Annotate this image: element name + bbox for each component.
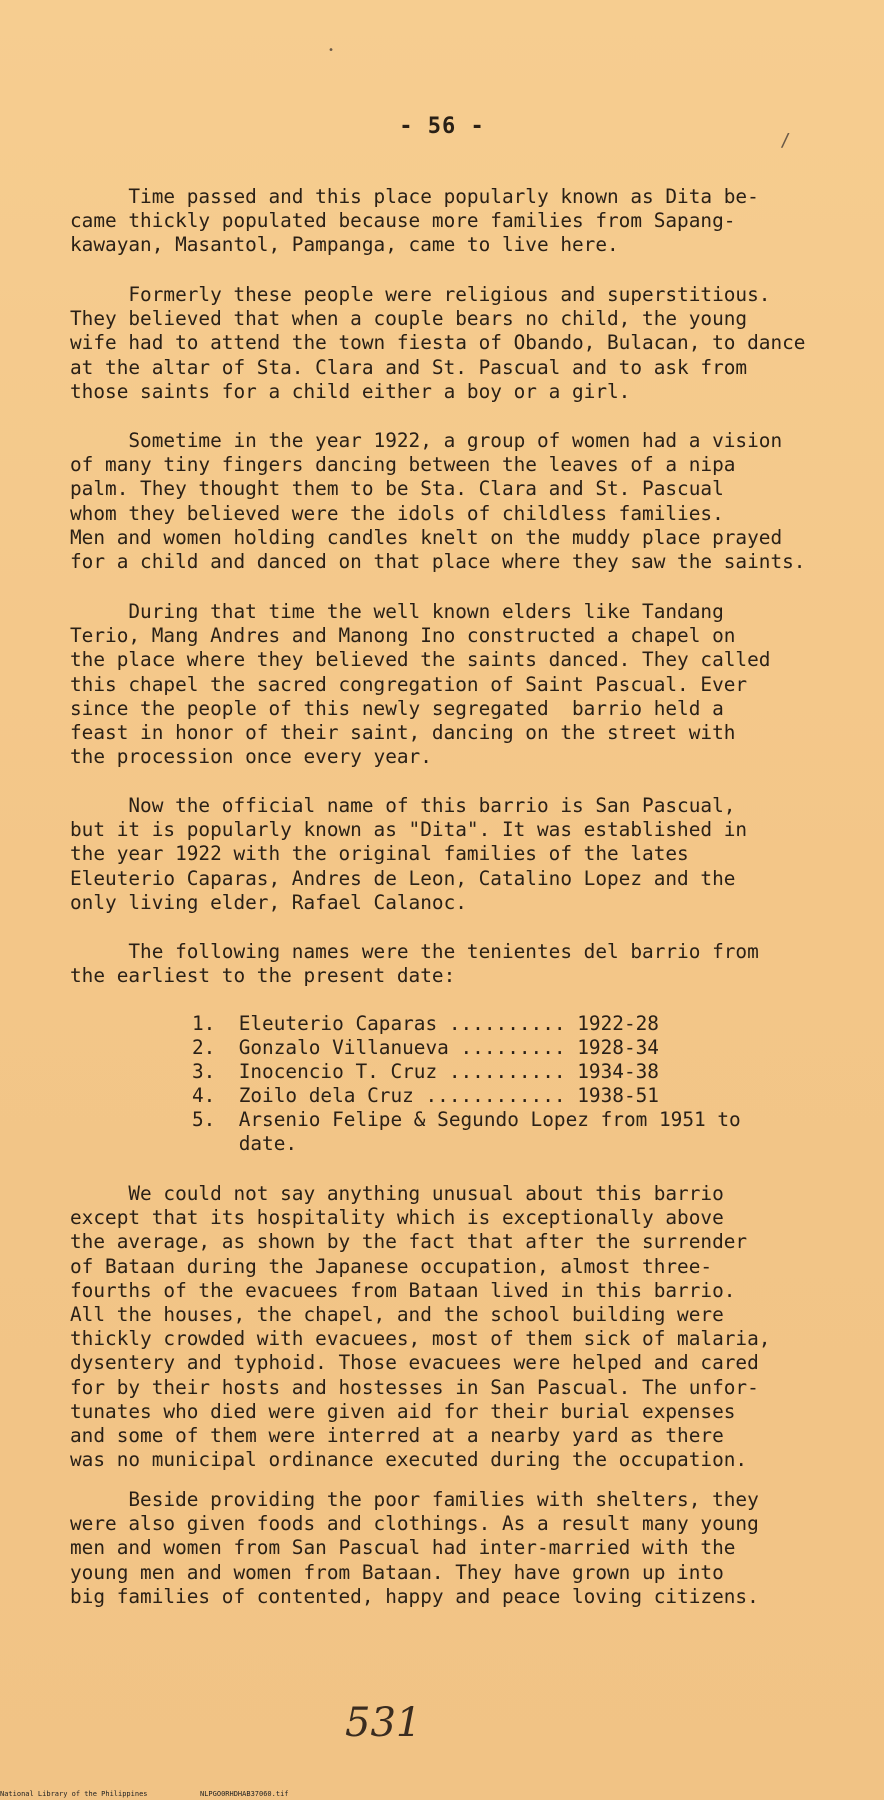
tenientes-item-3: 3. Inocencio T. Cruz .......... 1934-38 bbox=[192, 1060, 659, 1083]
paragraph-7: We could not say anything unusual about this barrio except that its hospitality which is exceptionally above the average, as shown by the fact that after the surrender of Bataan during the Japanese occupation, almost three- fourths of the evacuees from Bataan lived in this barrio. All the houses, the chapel, and the school building were thickly crowded with evacuees, most of them sick of malaria, dysentery and typhoid. Those evacuees were helped and cared for by their hosts and hostesses in San Pascual. The unfor- tunates who died were given aid for their burial expenses and some of them were interred at a nearby yard as there was no municipal ordinance executed during the occupation. bbox=[70, 1182, 771, 1472]
tenientes-item-4: 4. Zoilo dela Cruz ............ 1938-51 bbox=[192, 1084, 659, 1107]
tenientes-item-2: 2. Gonzalo Villanueva ......... 1928-34 bbox=[192, 1036, 659, 1059]
paragraph-1: Time passed and this place popularly known as Dita be- came thickly populated because more families from Sapang- kawayan, Masantol, Pampanga, came to live here. bbox=[70, 185, 759, 257]
page-number: - 56 - bbox=[399, 114, 485, 139]
paragraph-2: Formerly these people were religious and superstitious. They believed that when a couple bears no child, the young wife had to attend the town fiesta of Obando, Bulacan, to dance at the altar of Sta. Clara and St. Pascual and to ask from those saints for a child either a boy or a girl. bbox=[70, 283, 806, 403]
tenientes-item-5: 5. Arsenio Felipe & Segundo Lopez from 1951 to date. bbox=[192, 1108, 741, 1156]
speck-mark: • bbox=[328, 45, 335, 56]
footer-file: NLPGO0RHDHAB37060.tif bbox=[200, 1790, 289, 1798]
paragraph-4: During that time the well known elders like Tandang Terio, Mang Andres and Manong Ino constructed a chapel on the place where they believed the saints danced. They called this chapel the sacred congregation of Saint Pascual. Ever since the people of this newly segregated barrio held a feast in honor of their saint, dancing on the street with the procession once every year. bbox=[70, 600, 771, 769]
footer-library: National Library of the Philippines bbox=[0, 1790, 148, 1798]
tenientes-item-1: 1. Eleuterio Caparas .......... 1922-28 bbox=[192, 1012, 659, 1035]
paragraph-5: Now the official name of this barrio is San Pascual, but it is popularly known as "Dita". It was established in the year 1922 with the original families of the lates Eleuterio Caparas, Andres de Leon, Catalino Lopez and the only living elder, Rafael Calanoc. bbox=[70, 794, 748, 914]
paragraph-8: Beside providing the poor families with shelters, they were also given foods and clothings. As a result many young men and women from San Pascual had inter-married with the young men and women from Bataan. They have grown up into big families of contented, happy and peace loving citizens. bbox=[70, 1488, 759, 1608]
pencil-tick-mark: / bbox=[780, 130, 791, 151]
handwritten-page-number: 531 bbox=[345, 1700, 422, 1746]
paragraph-3: Sometime in the year 1922, a group of women had a vision of many tiny fingers dancing between the leaves of a nipa palm. They thought them to be Sta. Clara and St. Pascual whom they believed were the idols of childless families. Men and women holding candles knelt on the muddy place prayed for a child and danced on that place where they saw the saints. bbox=[70, 429, 806, 574]
paragraph-6: The following names were the tenientes del barrio from the earliest to the present date: bbox=[70, 940, 759, 988]
